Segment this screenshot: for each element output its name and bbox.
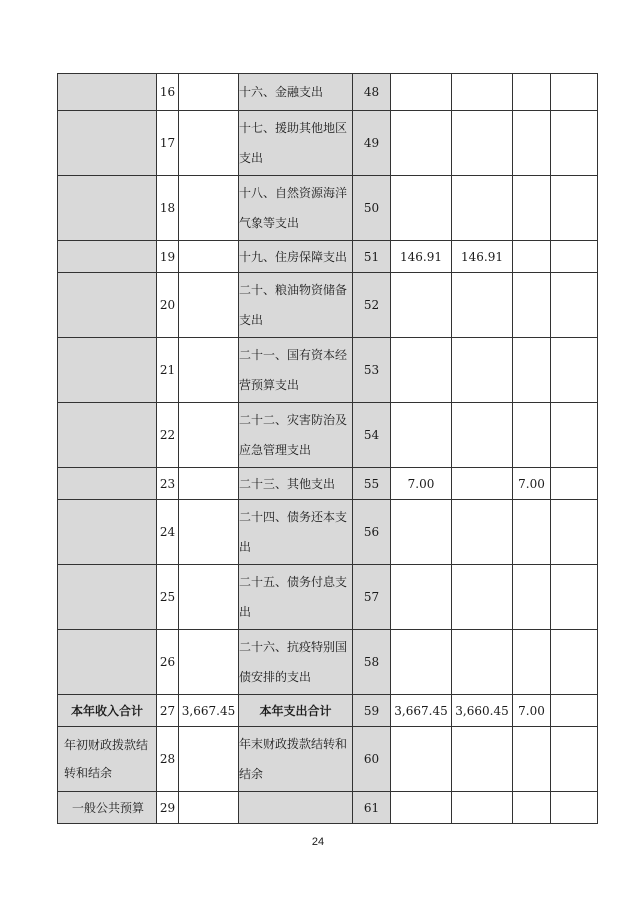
page-number: 24 xyxy=(311,836,325,848)
gov-fund-cell xyxy=(513,111,551,176)
table-row xyxy=(58,630,598,695)
extra-cell xyxy=(551,403,598,468)
table-row xyxy=(58,338,598,403)
extra-cell xyxy=(551,630,598,695)
income-label-cell xyxy=(58,111,157,176)
income-amount-cell xyxy=(179,403,239,468)
income-row-number: 22 xyxy=(157,403,179,468)
income-amount-cell xyxy=(179,338,239,403)
income-row-number: 19 xyxy=(157,241,179,273)
income-amount-cell xyxy=(179,468,239,500)
expense-total-cell: 146.91 xyxy=(391,241,452,273)
table-row xyxy=(58,241,598,273)
income-label-cell xyxy=(58,468,157,500)
income-amount-cell xyxy=(179,630,239,695)
income-total-label: 本年收入合计 xyxy=(58,695,157,727)
general-budget-cell xyxy=(452,468,513,500)
income-amount-cell xyxy=(179,792,239,824)
expense-item-cell: 二十二、灾害防治及应急管理支出 xyxy=(239,403,353,468)
income-label-cell: 年初财政拨款结转和结余 xyxy=(58,727,157,792)
expense-item-cell: 十七、援助其他地区支出 xyxy=(239,111,353,176)
expense-total-cell xyxy=(391,630,452,695)
gov-fund-cell xyxy=(513,241,551,273)
expense-item-cell: 十六、金融支出 xyxy=(239,74,353,111)
expense-total-label: 本年支出合计 xyxy=(239,695,353,727)
income-label-cell xyxy=(58,500,157,565)
gov-fund-cell xyxy=(513,273,551,338)
income-row-number: 26 xyxy=(157,630,179,695)
extra-cell xyxy=(551,565,598,630)
income-amount-cell xyxy=(179,111,239,176)
general-budget-cell: 146.91 xyxy=(452,241,513,273)
expense-total-cell xyxy=(391,74,452,111)
general-budget-cell xyxy=(452,273,513,338)
expense-row-number: 57 xyxy=(353,565,391,630)
income-row-number: 20 xyxy=(157,273,179,338)
general-budget-cell xyxy=(452,500,513,565)
expense-total-cell xyxy=(391,403,452,468)
extra-cell xyxy=(551,727,598,792)
expense-row-number: 51 xyxy=(353,241,391,273)
extra-cell xyxy=(551,468,598,500)
table-row xyxy=(58,565,598,630)
general-budget-cell xyxy=(452,727,513,792)
income-row-number: 28 xyxy=(157,727,179,792)
income-amount-cell xyxy=(179,74,239,111)
general-budget-cell xyxy=(452,630,513,695)
income-amount-cell xyxy=(179,273,239,338)
table-row xyxy=(58,273,598,338)
general-budget-cell xyxy=(452,176,513,241)
table-row xyxy=(58,727,598,792)
gov-fund-cell: 7.00 xyxy=(513,468,551,500)
income-row-number: 29 xyxy=(157,792,179,824)
income-row-number: 21 xyxy=(157,338,179,403)
expense-row-number: 55 xyxy=(353,468,391,500)
expense-item-cell xyxy=(239,792,353,824)
gov-fund-cell xyxy=(513,176,551,241)
income-label-cell xyxy=(58,630,157,695)
expense-item-cell: 二十、粮油物资储备支出 xyxy=(239,273,353,338)
expense-row-number: 56 xyxy=(353,500,391,565)
income-label-cell xyxy=(58,241,157,273)
expense-item-cell: 二十五、债务付息支出 xyxy=(239,565,353,630)
table-row xyxy=(58,74,598,111)
gov-fund-cell xyxy=(513,403,551,468)
income-row-number: 25 xyxy=(157,565,179,630)
income-row-number: 23 xyxy=(157,468,179,500)
expense-total-cell xyxy=(391,273,452,338)
expense-row-number: 53 xyxy=(353,338,391,403)
expense-total-cell xyxy=(391,565,452,630)
expense-row-number: 60 xyxy=(353,727,391,792)
expense-item-cell: 十八、自然资源海洋气象等支出 xyxy=(239,176,353,241)
extra-cell xyxy=(551,74,598,111)
income-label-cell xyxy=(58,403,157,468)
gov-fund-cell xyxy=(513,792,551,824)
expense-total-cell xyxy=(391,727,452,792)
income-amount-cell xyxy=(179,565,239,630)
extra-cell xyxy=(551,176,598,241)
gov-fund-cell xyxy=(513,630,551,695)
gov-fund-cell xyxy=(513,565,551,630)
extra-cell xyxy=(551,273,598,338)
general-budget-cell xyxy=(452,792,513,824)
expense-row-number: 52 xyxy=(353,273,391,338)
extra-cell xyxy=(551,338,598,403)
expense-total-cell xyxy=(391,500,452,565)
income-label-cell xyxy=(58,565,157,630)
income-row-number: 24 xyxy=(157,500,179,565)
income-row-number: 18 xyxy=(157,176,179,241)
income-label-cell xyxy=(58,74,157,111)
expense-row-number: 59 xyxy=(353,695,391,727)
expense-item-cell: 二十一、国有资本经营预算支出 xyxy=(239,338,353,403)
general-budget-cell xyxy=(452,338,513,403)
gov-fund-cell xyxy=(513,500,551,565)
extra-cell xyxy=(551,792,598,824)
general-budget-cell xyxy=(452,565,513,630)
income-label-cell: 一般公共预算 xyxy=(58,792,157,824)
table-row xyxy=(58,468,598,500)
extra-cell xyxy=(551,241,598,273)
expense-total-cell: 7.00 xyxy=(391,468,452,500)
expense-row-number: 58 xyxy=(353,630,391,695)
expense-row-number: 49 xyxy=(353,111,391,176)
expense-item-cell: 年末财政拨款结转和结余 xyxy=(239,727,353,792)
expense-total-cell xyxy=(391,111,452,176)
expense-item-cell: 十九、住房保障支出 xyxy=(239,241,353,273)
general-budget-cell xyxy=(452,74,513,111)
gov-fund-cell xyxy=(513,727,551,792)
table-row xyxy=(58,176,598,241)
expense-row-number: 50 xyxy=(353,176,391,241)
expense-item-cell: 二十六、抗疫特别国债安排的支出 xyxy=(239,630,353,695)
income-amount-cell xyxy=(179,241,239,273)
gov-fund-cell: 7.00 xyxy=(513,695,551,727)
income-row-number: 27 xyxy=(157,695,179,727)
extra-cell xyxy=(551,111,598,176)
income-amount-cell xyxy=(179,176,239,241)
general-budget-cell: 3,660.45 xyxy=(452,695,513,727)
expense-row-number: 61 xyxy=(353,792,391,824)
extra-cell xyxy=(551,695,598,727)
income-row-number: 16 xyxy=(157,74,179,111)
income-label-cell xyxy=(58,273,157,338)
expense-row-number: 48 xyxy=(353,74,391,111)
income-row-number: 17 xyxy=(157,111,179,176)
expense-total-cell xyxy=(391,338,452,403)
income-amount-cell xyxy=(179,500,239,565)
income-amount-cell xyxy=(179,727,239,792)
expense-item-cell: 二十四、债务还本支出 xyxy=(239,500,353,565)
expense-total-cell: 3,667.45 xyxy=(391,695,452,727)
income-label-cell xyxy=(58,338,157,403)
general-budget-cell xyxy=(452,403,513,468)
table-row xyxy=(58,500,598,565)
general-budget-cell xyxy=(452,111,513,176)
expense-item-cell: 二十三、其他支出 xyxy=(239,468,353,500)
extra-cell xyxy=(551,500,598,565)
income-total-amount: 3,667.45 xyxy=(179,695,239,727)
gov-fund-cell xyxy=(513,74,551,111)
expense-row-number: 54 xyxy=(353,403,391,468)
income-label-cell xyxy=(58,176,157,241)
budget-table xyxy=(57,73,598,824)
expense-total-cell xyxy=(391,176,452,241)
table-row xyxy=(58,792,598,824)
table-row xyxy=(58,403,598,468)
expense-total-cell xyxy=(391,792,452,824)
gov-fund-cell xyxy=(513,338,551,403)
table-row xyxy=(58,695,598,727)
table-row xyxy=(58,111,598,176)
